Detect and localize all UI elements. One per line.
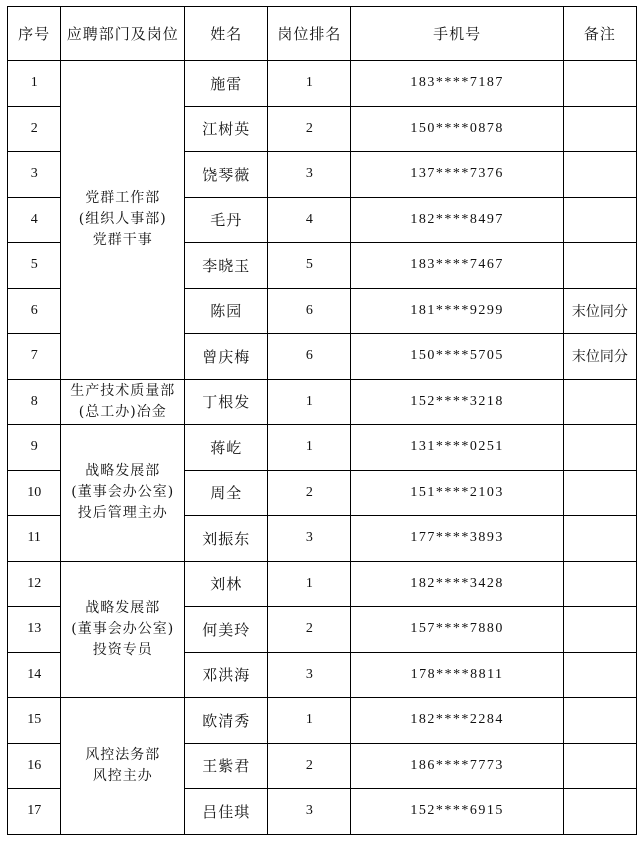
candidate-name: 刘振东 bbox=[185, 516, 268, 562]
phone-cell: 152****6915 bbox=[351, 789, 563, 835]
candidate-name: 丁根发 bbox=[185, 379, 268, 425]
department-line: (董事会办公室) bbox=[71, 620, 175, 637]
candidate-name: 李晓玉 bbox=[185, 243, 268, 289]
phone-cell: 157****7880 bbox=[351, 607, 563, 653]
row-index: 17 bbox=[8, 789, 61, 835]
note-cell: 末位同分 bbox=[563, 334, 636, 380]
phone-cell: 151****2103 bbox=[351, 470, 563, 516]
row-index: 8 bbox=[8, 379, 61, 425]
rank-cell: 1 bbox=[268, 698, 351, 744]
rank-cell: 6 bbox=[268, 334, 351, 380]
row-index: 1 bbox=[8, 61, 61, 107]
department-line: 党群干事 bbox=[92, 232, 153, 249]
note-cell bbox=[563, 516, 636, 562]
table-row bbox=[8, 61, 637, 107]
rank-cell: 1 bbox=[268, 561, 351, 607]
header-index: 序号 bbox=[8, 7, 61, 61]
department-line: 生产技术质量部 bbox=[70, 382, 176, 399]
candidate-name: 欧清秀 bbox=[185, 698, 268, 744]
table-row bbox=[8, 425, 637, 471]
row-index: 4 bbox=[8, 197, 61, 243]
row-index: 15 bbox=[8, 698, 61, 744]
phone-cell: 177****3893 bbox=[351, 516, 563, 562]
rank-cell: 1 bbox=[268, 425, 351, 471]
department-line: 战略发展部 bbox=[85, 599, 161, 616]
row-index: 3 bbox=[8, 152, 61, 198]
candidate-name: 周全 bbox=[185, 470, 268, 516]
rank-cell: 4 bbox=[268, 197, 351, 243]
note-cell bbox=[563, 379, 636, 425]
row-index: 10 bbox=[8, 470, 61, 516]
note-cell bbox=[563, 607, 636, 653]
note-cell bbox=[563, 197, 636, 243]
table-row bbox=[8, 379, 637, 425]
row-index: 12 bbox=[8, 561, 61, 607]
candidate-table bbox=[7, 6, 637, 835]
candidate-name: 刘林 bbox=[185, 561, 268, 607]
department-line: (董事会办公室) bbox=[71, 484, 175, 501]
department-line: 战略发展部 bbox=[85, 463, 161, 480]
phone-cell: 181****9299 bbox=[351, 288, 563, 334]
candidate-name: 饶琴薇 bbox=[185, 152, 268, 198]
department-cell bbox=[61, 561, 185, 698]
phone-cell: 182****2284 bbox=[351, 698, 563, 744]
rank-cell: 5 bbox=[268, 243, 351, 289]
note-cell bbox=[563, 698, 636, 744]
rank-cell: 3 bbox=[268, 652, 351, 698]
department-line: 党群工作部 bbox=[85, 190, 161, 207]
department-cell bbox=[61, 61, 185, 380]
rank-cell: 6 bbox=[268, 288, 351, 334]
row-index: 5 bbox=[8, 243, 61, 289]
department-cell bbox=[61, 379, 185, 425]
candidate-name: 江树英 bbox=[185, 106, 268, 152]
phone-cell: 182****8497 bbox=[351, 197, 563, 243]
candidate-name: 何美玲 bbox=[185, 607, 268, 653]
rank-cell: 3 bbox=[268, 152, 351, 198]
candidate-name: 蒋屹 bbox=[185, 425, 268, 471]
note-cell bbox=[563, 425, 636, 471]
table-row bbox=[8, 561, 637, 607]
note-cell bbox=[563, 789, 636, 835]
rank-cell: 2 bbox=[268, 743, 351, 789]
header-row bbox=[8, 7, 637, 61]
phone-cell: 186****7773 bbox=[351, 743, 563, 789]
note-cell bbox=[563, 152, 636, 198]
header-phone: 手机号 bbox=[351, 7, 563, 61]
candidate-name: 曾庆梅 bbox=[185, 334, 268, 380]
candidate-name: 吕佳琪 bbox=[185, 789, 268, 835]
department-line: 风控主办 bbox=[92, 767, 153, 784]
candidate-name: 施雷 bbox=[185, 61, 268, 107]
phone-cell: 131****0251 bbox=[351, 425, 563, 471]
table-row bbox=[8, 698, 637, 744]
department-line: 投后管理主办 bbox=[77, 505, 168, 522]
phone-cell: 150****5705 bbox=[351, 334, 563, 380]
phone-cell: 183****7467 bbox=[351, 243, 563, 289]
row-index: 6 bbox=[8, 288, 61, 334]
note-cell bbox=[563, 106, 636, 152]
rank-cell: 1 bbox=[268, 379, 351, 425]
rank-cell: 2 bbox=[268, 607, 351, 653]
phone-cell: 152****3218 bbox=[351, 379, 563, 425]
note-cell bbox=[563, 470, 636, 516]
row-index: 11 bbox=[8, 516, 61, 562]
note-cell bbox=[563, 652, 636, 698]
header-rank: 岗位排名 bbox=[268, 7, 351, 61]
department-line: 投资专员 bbox=[92, 641, 153, 658]
header-note: 备注 bbox=[563, 7, 636, 61]
note-cell bbox=[563, 61, 636, 107]
rank-cell: 1 bbox=[268, 61, 351, 107]
candidate-name: 王紫君 bbox=[185, 743, 268, 789]
phone-cell: 178****8811 bbox=[351, 652, 563, 698]
department-cell bbox=[61, 425, 185, 562]
phone-cell: 183****7187 bbox=[351, 61, 563, 107]
department-cell bbox=[61, 698, 185, 835]
header-department: 应聘部门及岗位 bbox=[61, 7, 185, 61]
phone-cell: 182****3428 bbox=[351, 561, 563, 607]
department-line: 风控法务部 bbox=[85, 746, 161, 763]
row-index: 7 bbox=[8, 334, 61, 380]
phone-cell: 150****0878 bbox=[351, 106, 563, 152]
row-index: 2 bbox=[8, 106, 61, 152]
note-cell bbox=[563, 561, 636, 607]
rank-cell: 2 bbox=[268, 106, 351, 152]
note-cell bbox=[563, 243, 636, 289]
note-cell: 末位同分 bbox=[563, 288, 636, 334]
candidate-name: 毛丹 bbox=[185, 197, 268, 243]
rank-cell: 2 bbox=[268, 470, 351, 516]
row-index: 13 bbox=[8, 607, 61, 653]
candidate-name: 陈园 bbox=[185, 288, 268, 334]
header-name: 姓名 bbox=[185, 7, 268, 61]
rank-cell: 3 bbox=[268, 789, 351, 835]
rank-cell: 3 bbox=[268, 516, 351, 562]
row-index: 16 bbox=[8, 743, 61, 789]
note-cell bbox=[563, 743, 636, 789]
department-line: (总工办)冶金 bbox=[78, 403, 167, 420]
row-index: 9 bbox=[8, 425, 61, 471]
department-line: (组织人事部) bbox=[78, 211, 167, 228]
candidate-name: 邓洪海 bbox=[185, 652, 268, 698]
phone-cell: 137****7376 bbox=[351, 152, 563, 198]
row-index: 14 bbox=[8, 652, 61, 698]
